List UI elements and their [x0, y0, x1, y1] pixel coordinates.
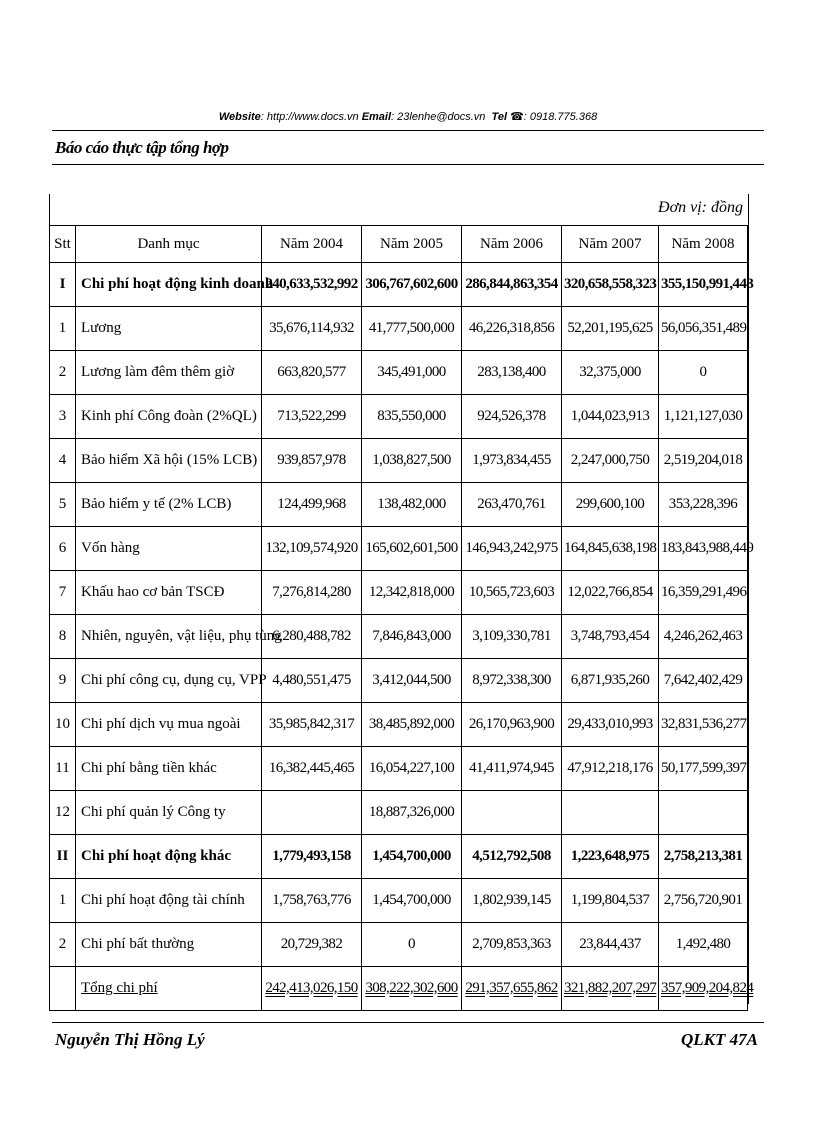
amount-cell-2006: 924,526,378	[462, 395, 562, 439]
amount-cell-2005: 306,767,602,600	[362, 263, 462, 307]
amount-cell-2006: 41,411,974,945	[462, 747, 562, 791]
amount-cell-2007: 320,658,558,323	[562, 263, 659, 307]
amount-cell-2008: 2,519,204,018	[659, 439, 748, 483]
amount-cell-2008: 56,056,351,489	[659, 307, 748, 351]
table-row	[50, 879, 748, 923]
amount-cell-2006: 26,170,963,900	[462, 703, 562, 747]
footer-divider	[52, 1022, 764, 1023]
table-row	[50, 307, 748, 351]
section-row	[50, 263, 748, 307]
amount-cell-2007: 32,375,000	[562, 351, 659, 395]
amount-cell-2006: 10,565,723,603	[462, 571, 562, 615]
amount-cell-2006: 8,972,338,300	[462, 659, 562, 703]
amount-cell-2005: 3,412,044,500	[362, 659, 462, 703]
amount-cell-2004: 4,480,551,475	[262, 659, 362, 703]
amount-cell-2005: 345,491,000	[362, 351, 462, 395]
cost-table	[49, 225, 754, 1011]
category-cell: Chi phí bằng tiền khác	[76, 747, 262, 791]
amount-cell-2007: 23,844,437	[562, 923, 659, 967]
amount-cell-2006: 2,709,853,363	[462, 923, 562, 967]
table-row	[50, 395, 748, 439]
amount-cell-2007: 47,912,218,176	[562, 747, 659, 791]
amount-cell-2004: 1,779,493,158	[262, 835, 362, 879]
amount-cell-2006: 46,226,318,856	[462, 307, 562, 351]
amount-cell-2004: 240,633,532,992	[262, 263, 362, 307]
amount-cell-2007: 52,201,195,625	[562, 307, 659, 351]
table-row	[50, 571, 748, 615]
amount-cell-2005: 1,454,700,000	[362, 835, 462, 879]
amount-cell-2005: 7,846,843,000	[362, 615, 462, 659]
website-contact-line	[0, 110, 816, 123]
amount-cell-2005: 835,550,000	[362, 395, 462, 439]
amount-cell-2005: 165,602,601,500	[362, 527, 462, 571]
category-cell: Chi phí hoạt động kinh doanh	[76, 263, 262, 307]
row-number-cell: II	[50, 835, 76, 879]
amount-cell-2004: 124,499,968	[262, 483, 362, 527]
row-number-cell: 1	[50, 879, 76, 923]
amount-cell-2005: 1,038,827,500	[362, 439, 462, 483]
row-number-cell: 7	[50, 571, 76, 615]
amount-cell-2004: 35,985,842,317	[262, 703, 362, 747]
table-row	[50, 703, 748, 747]
email-value: : 23lenhe@docs.vn	[391, 111, 486, 123]
amount-cell-2007: 164,845,638,198	[562, 527, 659, 571]
column-header: Năm 2007	[562, 226, 659, 263]
amount-cell-2006: 263,470,761	[462, 483, 562, 527]
row-number-cell: 10	[50, 703, 76, 747]
document-title: Báo cáo thực tập tổng hợp	[55, 138, 229, 157]
category-cell: Bảo hiểm y tế (2% LCB)	[76, 483, 262, 527]
tel-label: Tel	[491, 111, 508, 123]
amount-cell-2008: 1,492,480	[659, 923, 748, 967]
amount-cell-2004: 1,758,763,776	[262, 879, 362, 923]
amount-cell-2006: 283,138,400	[462, 351, 562, 395]
tel-value: : 0918.775.368	[523, 111, 598, 123]
category-cell: Chi phí dịch vụ mua ngoài	[76, 703, 262, 747]
amount-cell-2007: 29,433,010,993	[562, 703, 659, 747]
section-row	[50, 835, 748, 879]
amount-cell-2008: 4,246,262,463	[659, 615, 748, 659]
amount-cell-2006: 1,802,939,145	[462, 879, 562, 923]
amount-cell-2008: 183,843,988,449	[659, 527, 748, 571]
row-number-cell: 1	[50, 307, 76, 351]
amount-cell-2007: 6,871,935,260	[562, 659, 659, 703]
category-cell: Chi phí bất thường	[76, 923, 262, 967]
category-cell: Khấu hao cơ bản TSCĐ	[76, 571, 262, 615]
amount-cell-2006: 286,844,863,354	[462, 263, 562, 307]
amount-cell-2006	[462, 791, 562, 835]
amount-cell-2008: 0	[659, 351, 748, 395]
amount-cell-2007: 321,882,207,297	[562, 967, 659, 1011]
row-number-cell: 9	[50, 659, 76, 703]
table-row	[50, 659, 748, 703]
category-cell: Bảo hiểm Xã hội (15% LCB)	[76, 439, 262, 483]
amount-cell-2008: 355,150,991,443	[659, 263, 748, 307]
amount-cell-2007: 1,044,023,913	[562, 395, 659, 439]
total-row	[50, 967, 748, 1011]
amount-cell-2005: 12,342,818,000	[362, 571, 462, 615]
amount-cell-2004: 939,857,978	[262, 439, 362, 483]
column-header: Năm 2004	[262, 226, 362, 263]
amount-cell-2005: 0	[362, 923, 462, 967]
amount-cell-2008: 353,228,396	[659, 483, 748, 527]
amount-cell-2008: 2,758,213,381	[659, 835, 748, 879]
amount-cell-2005: 41,777,500,000	[362, 307, 462, 351]
website-value: : http://www.docs.vn	[260, 111, 359, 123]
amount-cell-2005: 308,222,302,600	[362, 967, 462, 1011]
table-row	[50, 791, 748, 835]
category-cell: Chi phí công cụ, dụng cụ, VPP	[76, 659, 262, 703]
category-cell: Tổng chi phí	[76, 967, 262, 1011]
website-label: Website	[218, 111, 261, 123]
amount-cell-2008	[659, 791, 748, 835]
amount-cell-2008: 50,177,599,397	[659, 747, 748, 791]
amount-cell-2006: 4,512,792,508	[462, 835, 562, 879]
table-row	[50, 527, 748, 571]
amount-cell-2008: 32,831,536,277	[659, 703, 748, 747]
row-number-cell: 6	[50, 527, 76, 571]
column-header: Năm 2005	[362, 226, 462, 263]
amount-cell-2005: 38,485,892,000	[362, 703, 462, 747]
column-header: Năm 2008	[659, 226, 748, 263]
table-row	[50, 439, 748, 483]
column-header: Danh mục	[76, 226, 262, 263]
amount-cell-2005: 138,482,000	[362, 483, 462, 527]
row-number-cell: 5	[50, 483, 76, 527]
amount-cell-2005: 1,454,700,000	[362, 879, 462, 923]
unit-label: Đơn vị: đồng	[658, 199, 743, 216]
amount-cell-2006: 3,109,330,781	[462, 615, 562, 659]
author-name: Nguyễn Thị Hồng Lý	[55, 1030, 205, 1049]
amount-cell-2004: 16,382,445,465	[262, 747, 362, 791]
amount-cell-2007: 1,199,804,537	[562, 879, 659, 923]
table-row	[50, 351, 748, 395]
amount-cell-2007: 1,223,648,975	[562, 835, 659, 879]
amount-cell-2004: 20,729,382	[262, 923, 362, 967]
amount-cell-2008: 2,756,720,901	[659, 879, 748, 923]
amount-cell-2006: 291,357,655,862	[462, 967, 562, 1011]
category-cell: Chi phí quản lý Công ty	[76, 791, 262, 835]
amount-cell-2008: 1,121,127,030	[659, 395, 748, 439]
row-number-cell: 12	[50, 791, 76, 835]
title-divider	[52, 164, 764, 165]
column-header: Stt	[50, 226, 76, 263]
row-number-cell	[50, 967, 76, 1011]
amount-cell-2004: 35,676,114,932	[262, 307, 362, 351]
table-header-row	[50, 226, 748, 263]
amount-cell-2008: 357,909,204,824	[659, 967, 748, 1011]
header-divider	[52, 130, 764, 131]
amount-cell-2007: 12,022,766,854	[562, 571, 659, 615]
category-cell: Lương làm đêm thêm giờ	[76, 351, 262, 395]
amount-cell-2004: 6,280,488,782	[262, 615, 362, 659]
amount-cell-2007	[562, 791, 659, 835]
phone-icon: ☎	[510, 111, 524, 123]
amount-cell-2004	[262, 791, 362, 835]
column-header: Năm 2006	[462, 226, 562, 263]
amount-cell-2004: 663,820,577	[262, 351, 362, 395]
category-cell: Lương	[76, 307, 262, 351]
row-number-cell: 11	[50, 747, 76, 791]
amount-cell-2008: 7,642,402,429	[659, 659, 748, 703]
amount-cell-2004: 713,522,299	[262, 395, 362, 439]
amount-cell-2007: 2,247,000,750	[562, 439, 659, 483]
amount-cell-2008: 16,359,291,496	[659, 571, 748, 615]
amount-cell-2007: 299,600,100	[562, 483, 659, 527]
row-number-cell: 2	[50, 923, 76, 967]
email-label: Email	[361, 111, 392, 123]
amount-cell-2006: 146,943,242,975	[462, 527, 562, 571]
amount-cell-2006: 1,973,834,455	[462, 439, 562, 483]
category-cell: Vốn hàng	[76, 527, 262, 571]
category-cell: Chi phí hoạt động tài chính	[76, 879, 262, 923]
row-number-cell: I	[50, 263, 76, 307]
amount-cell-2004: 242,413,026,150	[262, 967, 362, 1011]
table-row	[50, 615, 748, 659]
table-row	[50, 923, 748, 967]
table-row	[50, 483, 748, 527]
amount-cell-2007: 3,748,793,454	[562, 615, 659, 659]
amount-cell-2005: 18,887,326,000	[362, 791, 462, 835]
row-number-cell: 3	[50, 395, 76, 439]
table-row	[50, 747, 748, 791]
class-code: QLKT 47A	[681, 1030, 758, 1049]
row-number-cell: 4	[50, 439, 76, 483]
amount-cell-2004: 132,109,574,920	[262, 527, 362, 571]
row-number-cell: 2	[50, 351, 76, 395]
category-cell: Kinh phí Công đoàn (2%QL)	[76, 395, 262, 439]
amount-cell-2005: 16,054,227,100	[362, 747, 462, 791]
category-cell: Nhiên, nguyên, vật liệu, phụ tùng	[76, 615, 262, 659]
row-number-cell: 8	[50, 615, 76, 659]
amount-cell-2004: 7,276,814,280	[262, 571, 362, 615]
category-cell: Chi phí hoạt động khác	[76, 835, 262, 879]
